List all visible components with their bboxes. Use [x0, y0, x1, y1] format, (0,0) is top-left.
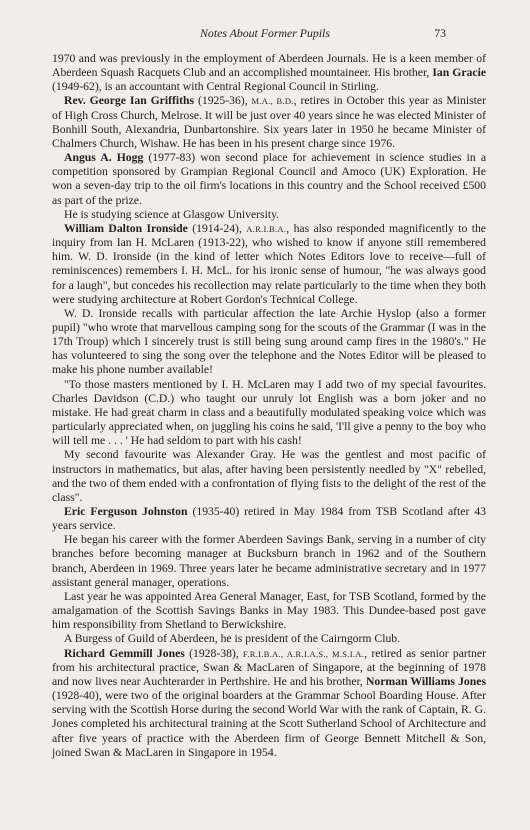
- text-run: , retired as senior partner from his architectural practice, Swan & MacLaren of Singapore, at the beginning of 1978 and now lives near Auchterarder in Perthshire. He and his brother,: [52, 646, 486, 688]
- text-run: (1949-62), is an accountant with Central Regional Council in Stirling.: [52, 80, 379, 94]
- text-run: (1914-24),: [187, 221, 247, 235]
- text-run: (1928-40), were two of the original boarders at the Grammar School Boarding House. After serving with the Scottish Horse during the second World War with the rank of Captain, R. G. Jones completed his architectural training at the Scott Sutherland School of Architecture and after five years of practice with the Aberdeen firm of George Bennett Mitchell & Son, joined Swan & MacLaren in Singapore in 1954.: [52, 689, 486, 759]
- paragraph: [52, 590, 486, 632]
- person-name: William Dalton Ironside: [64, 221, 188, 235]
- text-run: W. D. Ironside recalls with particular affection the late Archie Hyslop (also a former pupil) "who wrote that marvellous camping song for the scouts of the Grammar (I was in the 17th Troup) which I sincerely trust is still being sung around camp fires in the 1980's." He has volunteered to sing the song over the telephone and the Notes Editor will be pleased to make his phone number available!: [52, 306, 486, 377]
- qualifications: F.R.I.B.A., A.R.I.A.S., M.S.I.A.: [243, 648, 365, 659]
- person-name: Richard Gemmill Jones: [64, 646, 185, 660]
- person-name: Ian Gracie: [432, 66, 487, 80]
- article-body: [52, 52, 486, 760]
- person-name: Angus A. Hogg: [64, 151, 144, 165]
- person-name: Eric Ferguson Johnston: [64, 505, 188, 518]
- paragraph: [52, 94, 486, 151]
- text-run: (1977-83) won second place for achievement in science studies in a competition sponsored by Grampian Regional Council and Amoco (UK) Exploration. He won a seven-day trip to the oil firm's locations in this country and the School received £500 as part of the prize.: [52, 151, 487, 207]
- text-run: "To those masters mentioned by I. H. McLaren may I add two of my special favourites. Charles Davidson (C.D.) who taught our unruly lot English was a born joker and no mistake. He had great charm in class and a beautifully modulated speaking voice which was particularly appreciated when, on juggling his coins he said, 'I'll give a penny to the boy who will tell me . . . ' He had seldom to part with his cash!: [52, 377, 486, 448]
- paragraph: [52, 208, 486, 222]
- text-run: , has also responded magnificently to the inquiry from Ian H. McLaren (1913-22), who wished to know if anyone still remembered him. W. D. Ironside (in the kind of letter which Notes Editors love to receive—full of reminiscences) remembers I. H. McL. for his ironic sense of humour, "he was always good for a laugh", but concedes his recollection may relate particularly to the time when they both were studying architecture at Robert Gordon's Technical College.: [52, 221, 486, 306]
- text-run: (1925-36),: [194, 94, 252, 108]
- running-header: [0, 26, 530, 40]
- text-run: Last year he was appointed Area General Manager, East, for TSB Scotland, formed by the amalgamation of the Scottish Savings Banks in May 1983. This Dundee-based post gave him responsibility from Shetland to Berwickshire.: [52, 589, 486, 632]
- paragraph: [52, 533, 486, 590]
- paragraph: [52, 378, 486, 449]
- paragraph: [52, 647, 486, 760]
- text-run: , retires in October this year as Minister of High Cross Church, Melrose. It will be just over 40 years since he was elected Minister of Bonhill South, Alexandria, Dunbartonshire. Six years later in 1950 he became Minister of Chalmers Church, Wishaw. He has been in his present charge since 1976.: [52, 94, 486, 150]
- qualifications: A.R.I.B.A.: [246, 223, 287, 234]
- person-name: Rev. George Ian Griffiths: [64, 94, 195, 108]
- paragraph: [52, 151, 486, 208]
- paragraph: [52, 52, 486, 94]
- paragraph: [52, 222, 486, 307]
- text-run: My second favourite was Alexander Gray. He was the gentlest and most pacific of instructors in mathematics, but alas, after having been persistently needled by "X" rebelled, and the two of them ended with a confrontation of flying fists to the delight of the rest of the class".: [52, 448, 486, 504]
- paragraph: [52, 307, 486, 378]
- text-run: 1970 and was previously in the employment of Aberdeen Journals. He is a keen member of Aberdeen Squash Racquets Club and an accomplished mountaineer. His brother,: [52, 52, 486, 80]
- paragraph: [52, 448, 486, 505]
- qualifications: M.A., B.D.: [251, 96, 294, 107]
- text-run: (1935-40) retired in May 1984 from TSB Scotland after 43 years service.: [52, 505, 487, 533]
- page-number: 73: [434, 26, 446, 40]
- text-run: He is studying science at Glasgow University.: [64, 207, 280, 221]
- text-run: A Burgess of Guild of Aberdeen, he is president of the Cairngorm Club.: [64, 632, 401, 646]
- person-name: Norman Williams Jones: [365, 674, 486, 688]
- text-run: He began his career with the former Aberdeen Savings Bank, serving in a number of city branches before becoming manager at Bucksburn branch in 1962 and of the Southern branch, Aberdeen in 1969. Three years later he became administrative secretary and in 1977 assistant general manager, operations.: [52, 533, 486, 589]
- running-title: Notes About Former Pupils: [200, 26, 330, 40]
- paragraph: [52, 505, 486, 533]
- text-run: (1928-38),: [184, 646, 243, 660]
- paragraph: [52, 632, 486, 646]
